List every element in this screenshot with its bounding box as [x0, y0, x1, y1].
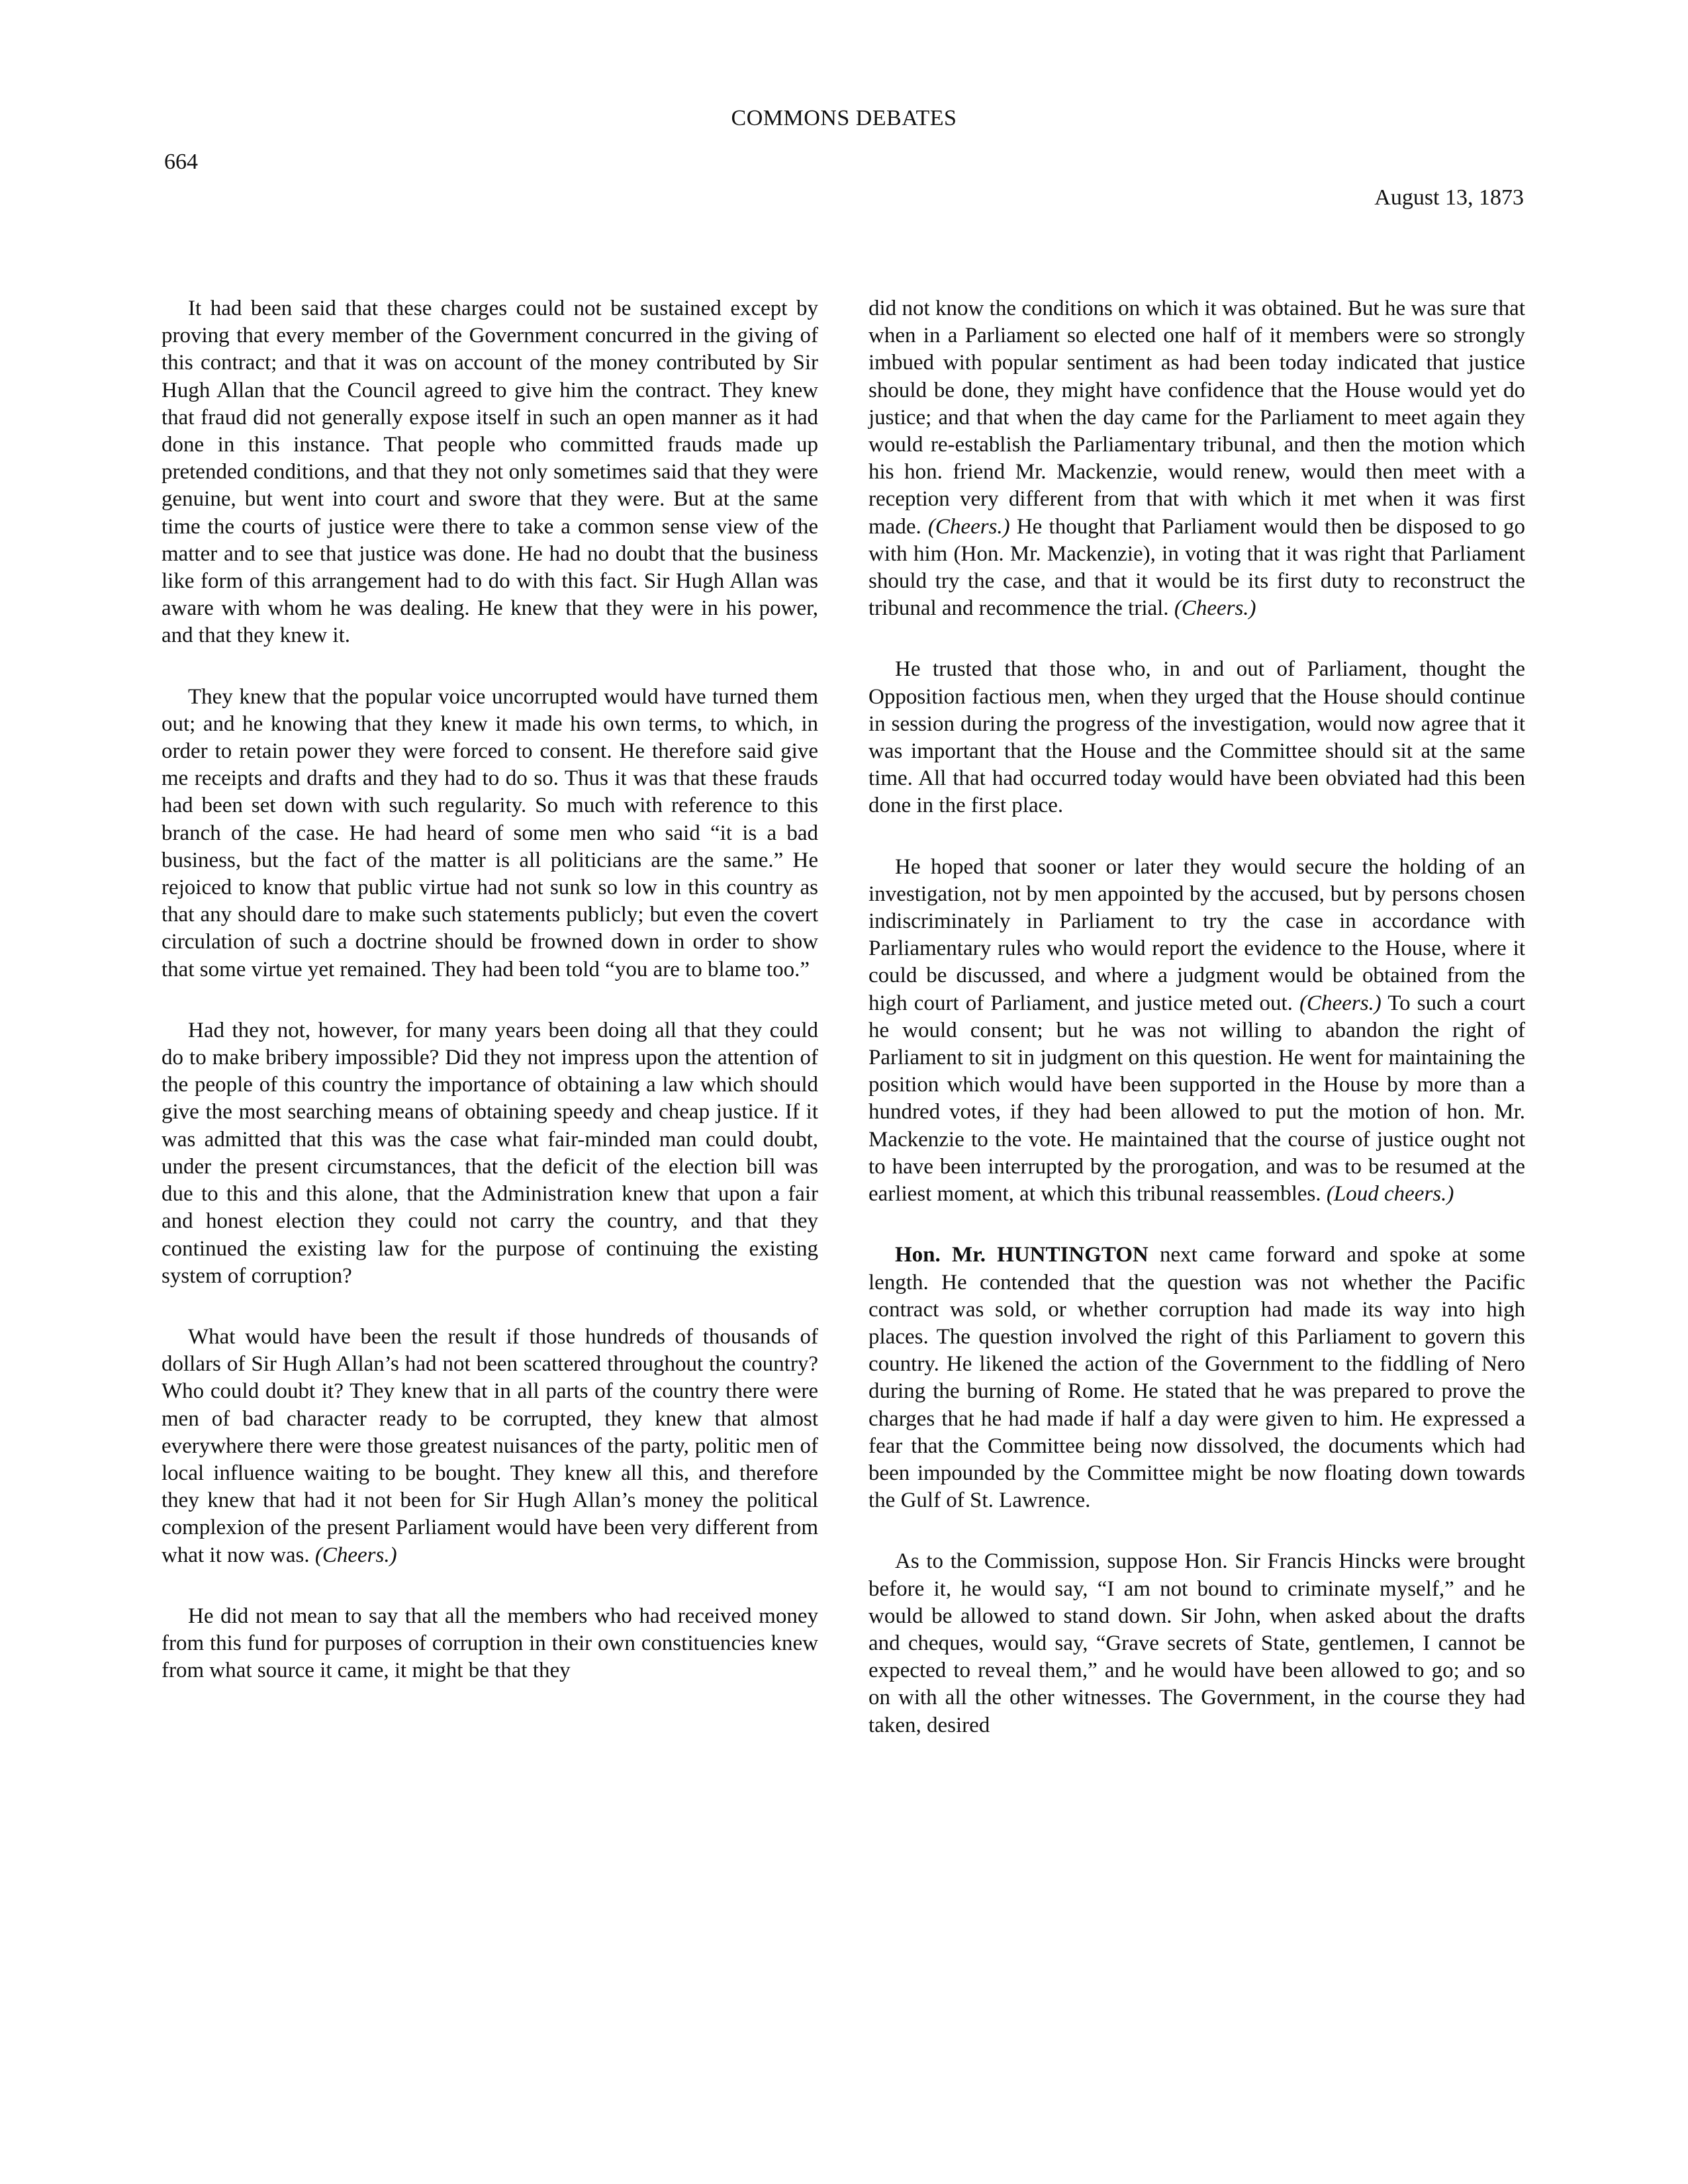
paragraph-text: did not know the conditions on which it was obtained. But he was sure that when in a Parliament so elected one half of it members were so strongly imbued with popular sentiment as had been today indicated that justice should be done, they might have confidence that the House would yet do justice; and that when the day came for the Parliament to meet again they would re-establish the Parliamentary tribunal, and then the motion which his hon. friend Mr. Mackenzie, would renew, would then meet with a reception very different from that with which it met when it was first made.	[868, 296, 1525, 539]
cheers-note: (Cheers.)	[927, 514, 1010, 539]
cheers-note: (Cheers.)	[1174, 596, 1256, 621]
right-column	[868, 295, 1525, 1739]
paragraph-text: To such a court he would consent; but he was not willing to abandon the right of Parliament to sit in judgment on this question. He went for maintaining the position which would have been supported in the House by more than a hundred votes, if they had been allowed to put the motion of hon. Mr. Mackenzie to the vote. He maintained that the course of justice ought not to have been interrupted by the prorogation, and was to be resumed at the earliest moment, at which this tribunal reassembles.	[868, 991, 1526, 1206]
paragraph: He trusted that those who, in and out of Parliament, thought the Opposition factious men, when they urged that the House should continue in session during the progress of the investigation, would now agree that it was important that the House and the Committee should sit at the same time. All that had occurred today would have been obviated had this been done in the first place.	[868, 657, 1525, 818]
paragraph	[868, 854, 1525, 1208]
paragraph: He did not mean to say that all the members who had received money from this fund for purposes of corruption in their own constituencies knew from what source it came, it might be that they	[162, 1604, 818, 1683]
paragraph	[162, 1324, 818, 1569]
paragraph-text: He hoped that sooner or later they would secure the holding of an investigation, not by men appointed by the accused, but by persons chosen indiscriminately in Parliament to try the case in accordance with Parliamentary rules who would report the evidence to the House, where it could be discussed, and where a judgment would be obtained from the high court of Parliament, and justice meted out.	[868, 854, 1525, 1015]
paragraph	[868, 295, 1525, 622]
cheers-note: (Cheers.)	[1299, 991, 1382, 1015]
left-column	[162, 295, 818, 1684]
cheers-note: (Loud cheers.)	[1326, 1182, 1454, 1206]
paragraph: As to the Commission, suppose Hon. Sir Francis Hincks were brought before it, he would say, “I am not bound to criminate myself,” and he would be allowed to stand down. Sir John, when asked about the drafts and cheques, would say, “Grave secrets of State, gentlemen, I cannot be expected to reveal them,” and he would have been allowed to go; and so on with all the other witnesses. The Government, in the course they had taken, desired	[868, 1549, 1525, 1737]
paragraph	[868, 1242, 1525, 1514]
paragraph-text: What would have been the result if those hundreds of thousands of dollars of Sir Hugh Allan’s had not been scattered throughout the country? Who could doubt it? They knew that in all parts of the country there were men of bad character ready to be corrupted, they knew that almost everywhere there were those greatest nuisances of the party, politic men of local influence waiting to be bought. They knew all this, and therefore they knew that had it not been for Sir Hugh Allan’s money the political complexion of the present Parliament would have been very different from what it now was.	[162, 1324, 818, 1567]
paragraph: Had they not, however, for many years been doing all that they could do to make bribery impossible? Did they not impress upon the attention of the people of this country the importance of obtaining a law which should give the most searching means of obtaining speedy and cheap justice. If it was admitted that this was the case what fair-minded man could doubt, under the present circumstances, that the deficit of the election bill was due to this and this alone, that the Administration knew that upon a fair and honest election they could not carry the country, and that they continued the existing law for the purpose of continuing the existing system of corruption?	[162, 1018, 818, 1288]
speaker-name: Hon. Mr. HUNTINGTON	[895, 1243, 1149, 1267]
paragraph: It had been said that these charges could not be sustained except by proving that every member of the Government concurred in the giving of this contract; and that it was on account of the money contributed by Sir Hugh Allan that the Council agreed to give him the contract. They knew that fraud did not generally expose itself in such an open manner as it had done in this instance. That people who committed frauds made up pretended conditions, and that they not only sometimes said that they were genuine, but went into court and swore that they were. But at the same time the courts of justice were there to take a common sense view of the matter and to see that justice was done. He had no doubt that the business like form of this arrangement had to do with this fact. Sir Hugh Allan was aware with whom he was dealing. He knew that they were in his power, and that they knew it.	[162, 296, 818, 648]
paragraph-text: next came forward and spoke at some length. He contended that the question was not whether the Pacific contract was sold, or whether corruption had made its way into high places. The question involved the right of this Parliament to govern this country. He likened the action of the Government to the fiddling of Nero during the burning of Rome. He stated that he was prepared to prove the charges that he had made if half a day were given to him. He expressed a fear that the Committee being now dissolved, the documents which had been impounded by the Committee might be now floating down towards the Gulf of St. Lawrence.	[868, 1243, 1526, 1513]
paragraph: They knew that the popular voice uncorrupted would have turned them out; and he knowing that they knew it made his own terms, to which, in order to retain power they were forced to consent. He therefore said give me receipts and drafts and they had to do so. Thus it was that these frauds had been set down with such regularity. So much with reference to this branch of the case. He had heard of some men who said “it is a bad business, but the fact of the matter is all politicians are the same.” He rejoiced to know that public virtue had not sunk so low in this country as that any should dare to make such statements publicly; but even the covert circulation of such a doctrine should be frowned down in order to show that some virtue yet remained. They had been told “you are to blame too.”	[162, 684, 818, 981]
page-number: 664	[164, 150, 198, 174]
page-date: August 13, 1873	[1374, 185, 1524, 210]
running-head: COMMONS DEBATES	[731, 106, 957, 130]
paragraph-text: He thought that Parliament would then be disposed to go with him (Hon. Mr. Mackenzie), in voting that it was right that Parliament should try the case, and that it would be its first duty to reconstruct the tribunal and recommence the trial.	[868, 514, 1526, 621]
cheers-note: (Cheers.)	[314, 1543, 397, 1567]
